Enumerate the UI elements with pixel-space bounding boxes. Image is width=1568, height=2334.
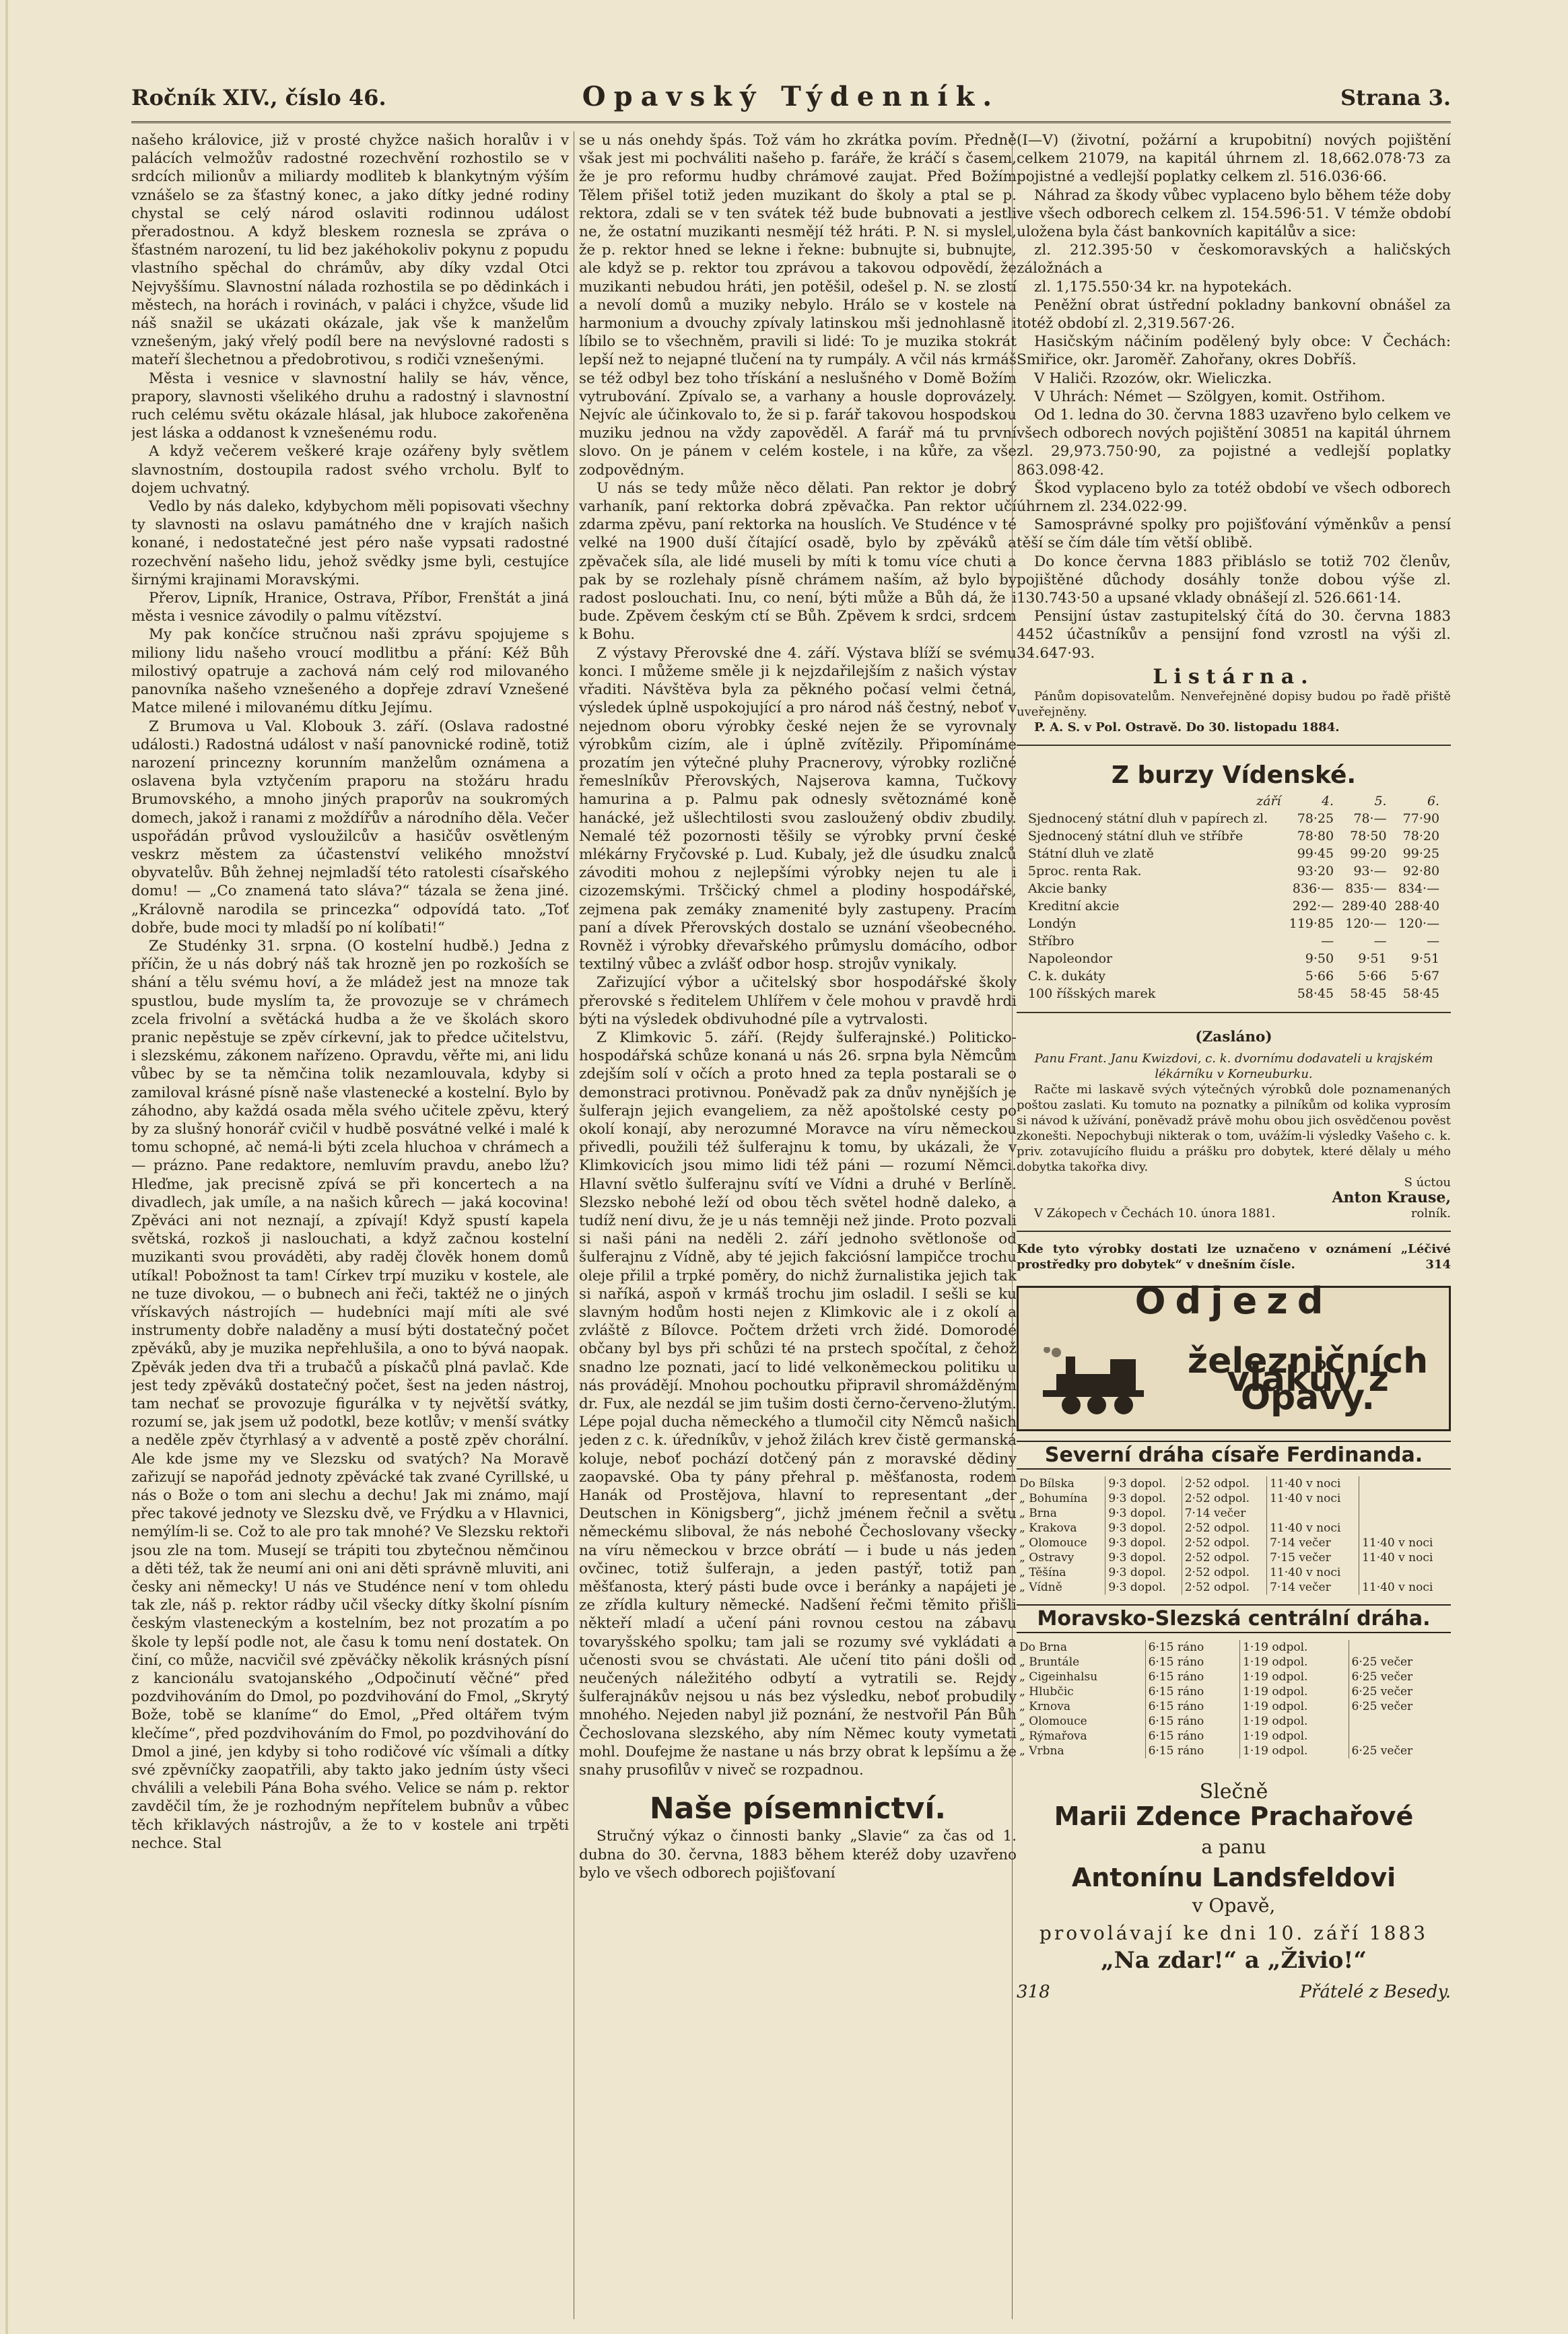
departure-time: 6·25 večer [1351,1684,1413,1698]
notice-line: Slečně [1199,1779,1268,1804]
article-paragraph: Stručný výkaz o činnosti banky „Slavie“ za čas od 1. dubna do 30. června, 1883 během kteréž doby uzavřeno bylo ve všech odborech pojišťovaní [579,1828,1017,1882]
destination: „ Bohumína [1017,1491,1105,1506]
departure-time: 1·19 odpol. [1240,1670,1349,1684]
timetable-row [1017,1744,1451,1758]
table-cell: 9·51 [1410,951,1440,967]
departure-time: 9·3 dopol. [1105,1491,1182,1506]
notice-cheer: „Na zdar!“ a „Živio!“ [1101,1947,1367,1975]
departure-time: 6·15 ráno [1145,1699,1240,1714]
stock-exchange-title: Z burzy Vídenské. [1111,761,1357,790]
notice-number: 318 [1017,1982,1050,2003]
zaslano-title: (Zasláno) [1195,1029,1272,1046]
destination: „ Bruntále [1017,1655,1145,1670]
row-label: 5proc. renta Rak. [1027,864,1142,879]
article-paragraph: Náhrad za škody vůbec vyplaceno bylo během téže doby ve všech odborech celkem zl. 154.596·51. V témže období uložena byla část bankovních kapitálův a sice: [1017,186,1451,241]
listarna-text: Pánům dopisovatelům. Nenveřejněné dopisy budou po řadě přiště uveřejněny. [1017,689,1451,720]
departure-time [1359,1565,1451,1580]
article-paragraph: našeho královice, již v prosté chyžce našich horalův i v palácích velmožův radostné rozechvění rozhostilo se v srdcích milionův a miliardy modliteb k blankytným výším vznášelo se za šťastný konec, a jako dítky jedné rodiny chystal se celý národ oslaviti rodinnou událost přeradostnou. A když bleskem roznesla se zpráva o šťastném narození, tu lid bez jakéhokoliv pokynu z popudu vlastního spěchal do chrámův, aby díky vzdal Otci Nejvyššímu. Slavnostní nálada rozhostila se po dědinkách i městech, na horách i rovinách, v paláci i chyžce, všude lid náš snažil se ukázati okázale, jak vše k manželům vznešeným, jaký vřelý podíl bere na nevýslovné radosti s mateří šlechetnou a předobrotivou, s rodiči vznešenými. [131,132,569,369]
departure-time: 11·40 v noci [1362,1550,1433,1565]
timetable-row [1017,1670,1451,1684]
section-title: Naše písemnictví. [649,1791,947,1826]
table-row [1025,915,1442,932]
table-cell: 5·66 [1305,969,1334,984]
row-label: Státní dluh ve zlatě [1027,846,1154,862]
departure-time: 11·40 v noci [1267,1565,1359,1580]
notice-bride-name: Marii Zdence Prachařové [1054,1801,1414,1832]
table-cell: 78·20 [1402,829,1440,844]
zaslano-sign3: rolník. [1410,1206,1451,1221]
timetable-row [1017,1580,1451,1595]
column-2 [579,131,1017,2326]
table-row [1025,845,1442,862]
timetable-row [1017,1684,1451,1699]
table-cell: — [1427,934,1440,949]
departure-time: 7·14 večer [1267,1536,1359,1550]
departure-time: 7·15 večer [1267,1550,1359,1565]
departure-time: 2·52 odpol. [1182,1521,1266,1536]
destination: Do Bílska [1017,1476,1105,1491]
timetable-sever [1017,1476,1451,1595]
departure-time [1349,1729,1451,1744]
departure-time: 6·15 ráno [1145,1640,1240,1655]
departure-time: 6·15 ráno [1145,1714,1240,1729]
divider [1017,1012,1451,1013]
departure-time: 9·3 dopol. [1105,1521,1182,1536]
departure-time: 6·15 ráno [1145,1655,1240,1670]
departure-time [1349,1714,1451,1729]
article-paragraph: Z výstavy Přerovské dne 4. září. Výstava blíží se svému konci. I můžeme směle ji k nejzdařilejším z našich výstav vřaditi. Návštěva byla za pěkného počasí velmi četná, výsledek úplně uspokojující a pro národ náš čestný, neboť v nejednom oboru výrobky české nejen že se vyrovnaly výrobkům cizím, ale i úplně zvítězily. Připomínáme prozatím jen výtečné pluhy Pracnerovy, výrobky rozličné řemeslníkův Přerovských, Najserova kamna, Tučkovy hamurina a p. Palmu pak odnesly světoznámé koně hanácké, jež ušlechtilosti svou zasloužený obdiv zbudily. Nemalé též pozornosti těšily se výrobky první české mlékárny Fryčovské p. Lud. Kubaly, jež dle úsudku znalců závoditi mohou z nejlepšími výrobky nejen tu ale i cizozemskými. Trščický chmel a plodiny hospodářské, zejmena pak zemáky znamenité byly zastupeny. Pracím paní a dívek Přerovských dostalo se uznání všeobecného. Rovněž i výrobky dřevařského průmyslu domácího, odbor textilný vůbec a zvlášť odbor hosp. strojův vynikaly. [579,644,1017,973]
departure-time [1359,1491,1451,1506]
row-label: Londýn [1027,916,1077,932]
table-row [1025,967,1442,985]
departure-time [1359,1521,1451,1536]
departure-time: 2·52 odpol. [1182,1491,1266,1506]
departure-time: 9·3 dopol. [1105,1550,1182,1565]
zaslano-ad [1017,1241,1451,1272]
article-paragraph: zl. 1,175.550·34 kr. na hypotekách. [1034,278,1293,296]
departure-time [1267,1506,1359,1521]
timetable-row [1017,1714,1451,1729]
departure-time: 2·52 odpol. [1182,1536,1266,1550]
table-cell: — [1373,934,1387,949]
article-paragraph: Města i vesnice v slavnostní halily se háv, věnce, prapory, slavnosti všelikého druhu a radostný i slavnostní ruch celému světu okázale hlásal, jak hluboce zakořeněna jest láska a oddanost k vznešenému rodu. [131,370,569,442]
table-cell: 119·85 [1289,916,1334,932]
departure-time: 2·52 odpol. [1182,1476,1266,1491]
table-cell: 58·45 [1402,986,1440,1002]
table-cell: 292·— [1292,899,1334,914]
divider [1017,1231,1451,1232]
departure-time: 9·3 dopol. [1105,1476,1182,1491]
column-header: 5. [1374,794,1387,809]
article-paragraph: Samosprávné spolky pro pojišťování výměnkův a pensí těší se čím dále tím větší oblibě. [1017,516,1451,552]
railway-line-title: Moravsko-Slezská centrální dráha. [1017,1604,1451,1633]
timetable-row [1017,1640,1451,1655]
departure-time: 6·15 ráno [1145,1729,1240,1744]
article-paragraph: Škod vyplaceno bylo za totéž období ve všech odborech úhrnem zl. 234.022·99. [1017,479,1451,516]
banner-title: Odjezd [1134,1279,1333,1322]
departure-time [1359,1506,1451,1521]
zaslano-address: Panu Frant. Janu Kwizdovi, c. k. dvornímu dodavateli u krajském lékárníku v Korneuburku. [1034,1051,1433,1081]
table-cell: 77·90 [1402,811,1440,827]
destination: „ Hlubčic [1017,1684,1145,1699]
table-cell: 5·67 [1410,969,1440,984]
destination: „ Těšína [1017,1565,1105,1580]
article-paragraph: My pak končíce stručnou naši zprávu spojujeme s miliony lidu našeho vroucí modlitbu a přání: Kéž Bůh milostivý opatruje a zachová nám celý rod milovaného panovníka našeho vznešeného a dopřeje zdraví Vznešené Matce milené i milovanému dítku Jejímu. [131,626,569,717]
notice-footer [1017,1983,1451,2001]
departure-time: 2·52 odpol. [1182,1550,1266,1565]
article-paragraph: zl. 212.395·50 v českomoravských a haličských záložnách a [1017,242,1451,277]
column-header: 4. [1321,794,1334,809]
departure-time: 6·25 večer [1351,1699,1413,1713]
table-cell: 5·66 [1358,969,1387,984]
departure-time: 11·40 v noci [1267,1491,1359,1506]
table-cell: 836·— [1292,881,1334,897]
departure-time: 6·15 ráno [1145,1670,1240,1684]
departure-time: 1·19 odpol. [1240,1699,1349,1714]
train-departure-banner [1017,1279,1451,1431]
table-row [1025,950,1442,967]
notice-signature: Přátelé z Besedy. [1299,1982,1451,2003]
timetable-row [1017,1729,1451,1744]
issue-number: Ročník XIV., číslo 46. [131,85,386,110]
article-paragraph: Vedlo by nás daleko, kdybychom měli popisovati všechny ty slavnosti na oslavu památného dne v krajích našich konané, i nedostatečné jest péro naše vypsati radostné rozechvění našeho lidu, jehož svědky jsme byli, cestujíce širnými krajinami Moravskými. [131,498,569,588]
departure-time: 9·3 dopol. [1105,1580,1182,1595]
table-cell: 9·50 [1305,951,1334,967]
departure-time: 1·19 odpol. [1240,1714,1349,1729]
congratulation-notice [1017,1779,1451,2003]
article-paragraph: Z Klimkovic 5. září. (Rejdy šulferajnské.) Politicko-hospodářská schůze konaná u nás 26. srpna byla Němcům zdejším solí v očích a proto hned za tepla postarali se o demonstraci protivnou. Poněvadž pak za dnův nynějších je šulferajn jejich evangeliem, za něž apoštolské cesty po okolí konají, aby nerozumné Moravce na víru německou přivedli, použili též šulferajnu k tomu, by ukázali, že v Klimkovicích jsou mimo lidi též páni — rozumí Němci. Hlavní světlo šulferajnu svítí ve Vídni a druhé v Berlíně. Slezsko nebohé leží od obou těch světel hodně daleko, a tudíž není divu, že je u nás temněji než jinde. Proto pozvali si naši páni na neděli 2. září jednoho světlonoše od šulferajnu z Vídně, aby té jejich fakciósní lampičce trochu oleje přilil a trpké poměry, do nichž žurnalistika jejich tak si naříká, aspoň v krmáš trochu jim osladil. I sešli se ku slavným hodům hosti nejen z Klimkovic ale i z okolí a zvláště z Bílovce. Počtem držeti vrch židé. Domorodé občany byl bys při schůzi té na prstech spočítal, z čehož snadno lze poznati, jací to lidé velkoněmeckou politiku u nás provádějí. Mnohou pochoutku připravil shromážděným dr. Fux, ale nezdál se jim tušim dosti černo-červeno-žlutým. Lépe pojal ducha německého a tlumočil city Němců našich jeden z c. k. úředníkův, v jehož žilách krev čistě germanská koluje, neboť pochází dotčený pán z moravské dědiny zaopavské. Oba ty pány přehral p. měšťanosta, rodem Hanák od Prostějova, hlavní to representant „der Deutschen in Königsberg“, jichž jménem řečnil a světu německému sliboval, že nás nebohé Čechoslovany všecky na víru německou v brzce obrátí — i bude u nás jeden ovčinec, totiž šulferajn, a jeden pastýř, totiž pan měšťanosta, který pásti bude ovce i beránky a napájeti je ze zřídla kultury německé. Nadšení řečmi těmito přišli někteří mladí a učení páni rovnou cestou na zábavu tovaryšského spolku; tam jali se rozumy své vykládati a učenosti svou se chvástati. Ale učení tito páni došli od neučených náležitého odbytí a vytratili se. Rejdy šulferajnákův nejsou u nás bez výsledku, neboť probudily mnohého. Nejeden nabyl již poznání, že nestvořil Pán Bůh Čechoslovana slezského, aby ním Němec kouty vymetati mohl. Doufejme že nastane u nás brzy obrat k lepšímu a že snahy prusofilův v niveč se rozpadnou. [579,1029,1017,1779]
article-paragraph: Od 1. ledna do 30. června 1883 uzavřeno bylo celkem ve všech odborech nových pojištění 30851 na kapitál úhrnem zl. 29,973.750·90, za pojistné a vedlejší poplatky 863.098·42. [1017,407,1451,479]
table-cell: 99·25 [1402,846,1440,862]
column-header: září [1256,794,1281,809]
departure-time: 1·19 odpol. [1240,1684,1349,1699]
table-cell: 93·20 [1297,864,1334,879]
departure-time: 11·40 v noci [1267,1521,1359,1536]
article-paragraph: Hasičským náčiním podělený byly obce: V Čechách: Smiřice, okr. Jaroměř. Zahořany, okres Dobříš. [1017,333,1451,369]
timetable-row [1017,1521,1451,1536]
departure-time: 1·19 odpol. [1240,1655,1349,1670]
page-fold [5,0,8,2334]
table-cell: 58·45 [1350,986,1387,1002]
masthead [131,81,1451,123]
table-cell: 78·25 [1297,811,1334,827]
departure-time: 2·52 odpol. [1182,1565,1266,1580]
departure-time: 9·3 dopol. [1105,1565,1182,1580]
timetable-row [1017,1699,1451,1714]
destination: „ Cigeinhalsu [1017,1670,1145,1684]
destination: Do Brna [1017,1640,1145,1655]
row-label: 100 říšských marek [1027,986,1156,1002]
departure-time: 6·15 ráno [1145,1744,1240,1758]
row-label: Napoleondor [1027,951,1113,967]
table-row [1025,932,1442,950]
departure-time: 11·40 v noci [1362,1536,1433,1550]
table-cell: 834·— [1398,881,1440,897]
departure-time: 6·25 večer [1351,1655,1413,1669]
article-paragraph: (I—V) (životní, požární a krupobitní) nových pojištění celkem 21079, na kapitál úhrnem zl. 18,662.078·73 za pojistné a vedlejší poplatky celkem zl. 516.036·66. [1017,132,1451,186]
notice-line: v Opavě, [1192,1894,1276,1917]
table-row [1025,810,1442,827]
newspaper-title: Opavský Týdenník. [582,81,1000,112]
article-paragraph: Do konce června 1883 přibláslo se totiž 702 členův, pojištěné důchody dosáhly tonže dobou výše zl. 130.743·50 a upsané vklady obnášejí zl. 526.661·14. [1017,553,1451,607]
row-label: Kreditní akcie [1027,899,1120,914]
zaslano-place [1017,1206,1451,1221]
departure-time: 6·15 ráno [1145,1684,1240,1699]
listarna-note: P. A. S. v Pol. Ostravě. Do 30. listopadu 1884. [1034,720,1340,735]
departure-time [1349,1640,1451,1655]
departure-time: 2·52 odpol. [1182,1580,1266,1595]
article-paragraph: V Haliči. Rzozów, okr. Wieliczka. [1034,370,1272,387]
notice-line: provolávají ke dni 10. září 1883 [1039,1921,1429,1944]
departure-time [1359,1476,1451,1491]
table-cell: 288·40 [1394,899,1440,914]
row-label: Akcie banky [1027,881,1107,897]
article-paragraph: V Uhrách: Német — Szölgyen, komit. Ostřihom. [1034,388,1386,405]
table-cell: 835·— [1345,881,1387,897]
destination: „ Krakova [1017,1521,1105,1536]
destination: „ Olomouce [1017,1536,1105,1550]
banner-subtitle: železničních vlakův z Opavy. [1187,1340,1429,1418]
table-cell: 99·45 [1297,846,1334,862]
destination: „ Ostravy [1017,1550,1105,1565]
timetable-row [1017,1476,1451,1491]
timetable-row [1017,1506,1451,1521]
zaslano-place-text: V Zákopech v Čechách 10. února 1881. [1034,1206,1276,1221]
table-cell: 92·80 [1402,864,1440,879]
zaslano-ad-text: Kde tyto výrobky dostati lze uznačeno v oznámení „Léčivé prostředky pro dobytek“ v dnešním čísle. [1017,1241,1451,1272]
locomotive-icon [1029,1347,1164,1417]
divider [1017,745,1451,746]
article-paragraph: Pensijní ústav zastupitelský čítá do 30. června 1883 4452 účastníkův a pensijní fond vzrostl na výši zl. 34.647·93. [1017,608,1451,662]
row-label: Stříbro [1027,934,1075,949]
destination: „ Krnova [1017,1699,1145,1714]
row-label: C. k. dukáty [1027,969,1106,984]
article-paragraph: Přerov, Lipník, Hranice, Ostrava, Příbor, Frenštát a jiná města i vesnice závodily o palmu vítězství. [131,590,569,625]
table-header-row [1025,792,1442,810]
article-paragraph: U nás se tedy může něco dělati. Pan rektor je dobrý varhaník, paní rektorka dobrá zpěvačka. Pan rektor učí zdarma zpěvu, paní rektorka na houslích. Ve Studénce v té velké na 1900 duší čítající osadě, bylo by zpěváků a zpěvaček síla, ale lidé museli by míti k tomu více chuti a pak by se rozlehaly písně chrámem naším, až bylo by radost poslouchati. Inu, co není, býti může a Bůh dá, že i bude. Zpěvem českým ctí se Bůh. Zpěvem k srdci, srdcem k Bohu. [579,479,1017,644]
destination: „ Vídně [1017,1580,1105,1595]
departure-time: 11·40 v noci [1362,1580,1433,1594]
departure-time: 1·19 odpol. [1240,1640,1349,1655]
table-cell: 78·— [1353,811,1387,827]
article-paragraph: Peněžní obrat ústřední pokladny bankovní obnášel za totéž období zl. 2,319.567·26. [1017,296,1451,333]
destination: „ Brna [1017,1506,1105,1521]
page-number: Strana 3. [1340,85,1451,110]
row-label: Sjednocený státní dluh ve stříbře [1027,829,1243,844]
departure-time: 7·14 večer [1267,1580,1359,1595]
article-paragraph: Ze Studénky 31. srpna. (O kostelní hudbě.) Jedna z příčin, že u nás dobrý náš tak hrozně jen po rozkoších se shání a tělu svému hoví, a že mládež jest na mnoze tak spustlou, bude myslím ta, že provozuje se v chrámech zcela frivolní a světácká hudba a že ve školách skoro pranic nepěstuje se zpěv církevní, jak to předce učitelstvu, i slezskému, zákonem nařízeno. Opravdu, věřte mi, ani lidu vůbec by se ta němčina tolik nezamlouvala, kdyby si zamiloval krásné písně naše vlastenecké a kostelní. Bylo by záhodno, aby každá osada měla svého učitele zpěvu, který by za slušný honorář cvičil v hudbě posvátné velké i malé k tomu schopné, ač nemá-li býti zcela hluchoa v chrámech a — prázno. Pane redaktore, nemluvím pravdu, anebo lžu? Hleďme, jak precisně zpívá se při koncertech a na divadlech, jak umíle, a na našich kůrech — jaká kocovina! Zpěváci ani not neznají, a zpívají! Když spustí kapela světská, rozkoš ji naslouchati, a když začnou kostelní muzikanti svou prováděti, aby raděj člověk honem domů utíkal! Pobožnost ta tam! Církev trpí muziku v kostele, ale ne tuze divokou, — o bubnech ani řeči, taktéž ne o jiných vřískavých nástrojích — hudebníci mají míti ale své instrumenty dobře naladěny a musí býti dostatečný počet zpěváků, aby je muzika nepřehlušila, a ono to bývá naopak. Zpěvák jeden dva tři a trubačů a pískačů plná pavlač. Kde jest tedy zpěváků dostatečný počet, šest na jeden nástroj, tam nechať se provozuje figurálka v ty největší svátky, rozumí se, jak jsem už podotkl, beze kotlův; v menší svátky a neděle zpěv čtyrhlasý a v adventě a postě zpěv chorální. Ale kde jsme my ve Slezsku od svatých? Na Moravě zařizují se napořád jednoty zpěvácké tak zvané Cyrillské, u nás o Bože o tom ani slechu a dechu! Jak mi známo, mají přec takové jednoty ve Slezsku dvě, ve Frýdku a v Hlavnici, nemýlím-li se. Což to ale pro tak mnohé? Ve Slezsku rektoři jsou zle na tom. Musejí se trápiti tou zbytečnou němčinou a děti též, tak že neumí ani oni ani děti správně mluviti, ani česky ani německy! U nás ve Studénce není v tom ohledu tak zle, náš p. rektor rádby učil všecky dítky školní písním českým vlasteneckým a kostelním, bez not prozatím a po škole ty lepší podle not, ale času k tomu není dostatek. On činí, co může, nacvičil své zpěváčky několik krásných písní z kancionálu svatojanského „Odpočinutí věčné“ před pozdvihováním do Dmol, po pozdvihování do Fmol, „Skrytý Bože, tobě se klaníme“ do Emol, „Před oltářem tvým klečíme“, před pozdvihováním do Fmol, po pozdvihování do Dmol a jiné, jen kdyby si toho rodičové víc všímali a dítky své zpěvníčky zaopatřili, aby takto jako jedním ústy všeci chválili a velebili Pána Boha svého. Velice se nám p. rektor zavděčil tím, že je rozhodným nepřítelem bubnův a vůbec těch křiklavých nástrojův, a že to v kostele ani trpěti nechce. Stal [131,937,569,1852]
timetable-row [1017,1491,1451,1506]
table-cell: 93·— [1353,864,1387,879]
departure-time: 6·25 večer [1351,1670,1413,1684]
row-label: Sjednocený státní dluh v papírech zl. [1027,811,1268,827]
departure-time: 1·19 odpol. [1240,1744,1349,1758]
column-header: 6. [1427,794,1440,809]
stock-exchange-table [1025,792,1442,1002]
table-row [1025,897,1442,915]
table-cell: 78·50 [1350,829,1387,844]
table-cell: 9·51 [1358,951,1387,967]
zaslano-sign1: S úctou [1404,1175,1451,1190]
zaslano-ad-num: 314 [1425,1257,1451,1272]
timetable-row [1017,1655,1451,1670]
table-row [1025,985,1442,1002]
table-cell: 99·20 [1350,846,1387,862]
departure-time: 1·19 odpol. [1240,1729,1349,1744]
timetable-morava [1017,1640,1451,1758]
departure-time: 9·3 dopol. [1105,1536,1182,1550]
column-1 [131,131,569,2326]
article-paragraph: A když večerem veškeré kraje ozářeny byly světlem slavnostním, dostoupila radost svého vrcholu. Bylť to dojem uchvatný. [131,443,569,497]
table-cell: 289·40 [1342,899,1387,914]
table-cell: — [1321,934,1334,949]
table-row [1025,880,1442,897]
timetable-row [1017,1565,1451,1580]
listarna-title: Listárna. [1153,664,1315,689]
table-cell: 78·80 [1297,829,1334,844]
column-3 [1017,131,1451,2326]
article-paragraph: se u nás onehdy špás. Tož vám ho zkrátka povím. Předně však jest mi pochváliti našeho p. faráře, že kráčí s časem, že je pro reformu hudby chrámové zaujat. Před Božím Tělem přišel totiž jeden muzikant do školy a ptal se p. rektora, zdali se v ten svátek též bude bubnovati a jestli ne, že ostatní muzikanti nesmějí též hráti. P. N. si myslel, že p. rektor hned se lekne i řekne: bubnujte si, bubnujte, ale když se p. rektor tou zprávou a takovou odpovědí, že muzikanti nebudou hráti, jen potěšil, odešel p. N. se zlostí a nevolí domů a muziky nebylo. Hrálo se v kostele na harmonium a dvouchy zpívaly latinskou mši jednohlasně i líbilo se to všechněm, pravili si lidé: To je muzika stokrát lepší než to nejapné tlučení na ty rumpály. A včil nás krmáš se též odbyl bez toho třískání a neslušného v Domě Božím vytrubování. Zpívalo se, a varhany a housle doprovázely. Nejvíc ale účinkovalo to, že si p. farář takovou hospodskou muziku jednou na vždy zapověděl. A farář má tu první slovo. On je pánem v celém kostele, i na kůře, za vše zodpovědným. [579,132,1017,479]
departure-time: 7·14 večer [1182,1506,1266,1521]
destination: „ Rýmařova [1017,1729,1145,1744]
article-paragraph: Z Brumova u Val. Klobouk 3. září. (Oslava radostné události.) Radostná událost v naší panovnické rodině, totiž narození princezny korunním manželům oznámena a oslavena byla vztyčením praporu na stožáru hradu Brumovského, a mnoho jiných praporův na soukromých domech, jakož i ranami z moždířův a národního děla. Večer uspořádán průvod vysloužilcův a hasičův osvětleným veskrz městem za účastenství velikého množství obyvatelův. Bůh žehnej nejmladší této ratolesti císařského domu! — „Co znamená tato sláva?“ tázala se žena jiné. „Královně narodila se princezka“ odpovídá tato. „Toť dobře, bude moci ty mladší po ní kolíbati!“ [131,718,569,936]
notice-line: a panu [1201,1836,1266,1859]
article-paragraph: Zařizující výbor a učitelský sbor hospodářské školy přerovské s ředitelem Uhlířem v čele mohou v pravdě hrdi býti na výsledek obdivuhodné píle a vytrvalosti. [579,974,1017,1028]
timetable-row [1017,1536,1451,1550]
table-cell: 120·— [1345,916,1387,932]
timetable-row [1017,1550,1451,1565]
departure-time: 6·25 večer [1351,1744,1413,1758]
destination: „ Vrbna [1017,1744,1145,1758]
table-cell: 58·45 [1297,986,1334,1002]
notice-groom-name: Antonínu Landsfeldovi [1071,1862,1396,1892]
departure-time: 9·3 dopol. [1105,1506,1182,1521]
zaslano-text: Račte mi laskavě svých výtečných výrobků dole poznamenaných poštou zaslati. Ku tomuto na poznatky a pilníkům od kolika vyprosím si návod k užívání, poněvadž právě mohu obou jich osvědčenou pověst zkonešti. Nepochybuji nikterak o tom, uvážím-li výsledky Vašeho c. k. priv. zotavujícího fluidu a prášku pro dobytek, které dělaly u mého dobytka takořka divy. [1017,1082,1451,1174]
table-row [1025,827,1442,845]
table-row [1025,862,1442,880]
zaslano-sign2: Anton Krause, [1332,1188,1451,1206]
table-cell: 120·— [1398,916,1440,932]
departure-time: 11·40 v noci [1267,1476,1359,1491]
destination: „ Olomouce [1017,1714,1145,1729]
railway-line-title: Severní dráha císaře Ferdinanda. [1017,1441,1451,1470]
